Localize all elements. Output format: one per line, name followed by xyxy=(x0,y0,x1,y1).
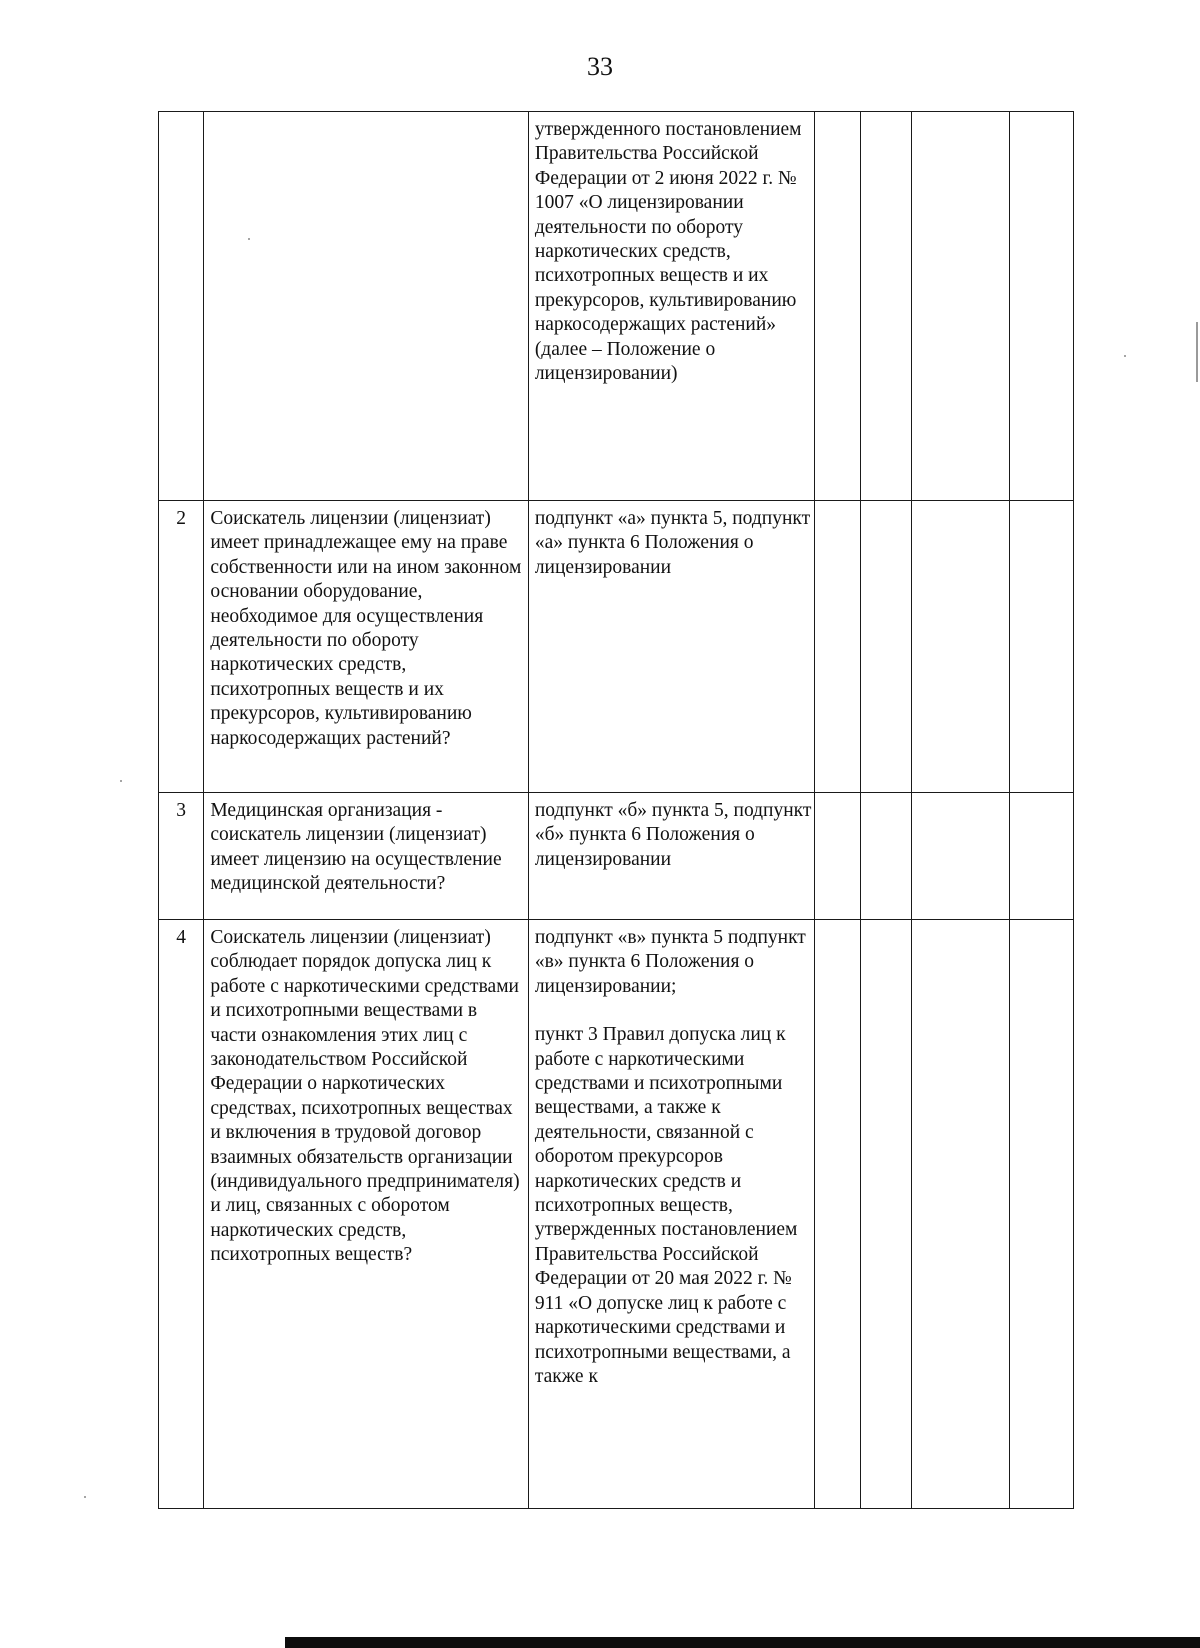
answer-cell xyxy=(861,501,911,793)
requirements-table xyxy=(158,111,1074,1509)
reference-text: подпункт «а» пункта 5, подпункт «а» пункта 6 Положения о лицензировании xyxy=(534,508,811,578)
answer-cell xyxy=(1010,793,1074,920)
table-row xyxy=(159,920,1074,1509)
answer-cell xyxy=(861,112,911,501)
page-number: 33 xyxy=(587,52,613,81)
answer-cell xyxy=(1010,920,1074,1509)
question-cell xyxy=(204,501,528,793)
table-row xyxy=(159,793,1074,920)
scan-bottom-edge xyxy=(285,1637,1200,1648)
row-number-cell xyxy=(159,112,204,501)
reference-cell xyxy=(528,112,814,501)
answer-cell xyxy=(1010,501,1074,793)
question-cell xyxy=(204,793,528,920)
table-row xyxy=(159,501,1074,793)
scan-speck xyxy=(248,238,250,240)
reference-cell xyxy=(528,501,814,793)
scan-speck xyxy=(120,780,122,782)
reference-text: подпункт «в» пункта 5 подпункт «в» пункта 6 Положения о лицензировании; xyxy=(534,927,806,997)
question-cell xyxy=(204,920,528,1509)
question-text: Соискатель лицензии (лицензиат) имеет принадлежащее ему на праве собственности или на ином законном основании оборудование, необходимое для осуществления деятельности по обороту наркотических средств, психотропных веществ и их прекурсоров, культивированию наркосодержащих растений? xyxy=(210,508,522,749)
answer-cell xyxy=(1010,112,1074,501)
row-number: 3 xyxy=(176,800,187,821)
answer-cell xyxy=(911,112,1010,501)
reference-cell xyxy=(528,920,814,1509)
answer-cell xyxy=(911,920,1010,1509)
table-row xyxy=(159,112,1074,501)
question-text: Медицинская организация - соискатель лицензии (лицензиат) имеет лицензию на осуществление медицинской деятельности? xyxy=(210,800,502,895)
question-text xyxy=(204,112,527,122)
question-text: Соискатель лицензии (лицензиат) соблюдает порядок допуска лиц к работе с наркотическими средствами и психотропными веществами в части ознакомления этих лиц с законодательством Российской Федерации о наркотических средствах, психотропных веществах и включения в трудовой договор взаимных обязательств организации (индивидуального предпринимателя) и лиц, связанных с оборотом наркотических средств, психотропных веществ? xyxy=(210,927,520,1266)
reference-text: подпункт «б» пункта 5, подпункт «б» пункта 6 Положения о лицензировании xyxy=(534,800,812,870)
row-number-cell xyxy=(159,501,204,793)
answer-cell xyxy=(861,920,911,1509)
reference-text: пункт 3 Правил допуска лиц к работе с наркотическими средствами и психотропными веществами, а также к деятельности, связанной с оборотом прекурсоров наркотических средств и психотропных веществ, утвержденных постановлением Правительства Российской Федерации от 20 мая 2022 г. № 911 «О допуске лиц к работе с наркотическими средствами и психотропными веществами, а также к xyxy=(534,1024,798,1387)
scan-speck xyxy=(1124,355,1126,357)
scan-speck xyxy=(84,1496,86,1498)
question-cell xyxy=(204,112,528,501)
reference-cell xyxy=(528,793,814,920)
reference-text: утвержденного постановлением Правительства Российской Федерации от 2 июня 2022 г. № 1007 «О лицензировании деятельности по обороту наркотических средств, психотропных веществ и их прекурсоров, культивированию наркосодержащих растений» (далее – Положение о лицензировании) xyxy=(534,119,802,385)
answer-cell xyxy=(815,920,861,1509)
row-number-cell xyxy=(159,920,204,1509)
row-number: 2 xyxy=(176,508,187,529)
answer-cell xyxy=(815,501,861,793)
answer-cell xyxy=(815,112,861,501)
answer-cell xyxy=(815,793,861,920)
row-number-cell xyxy=(159,793,204,920)
answer-cell xyxy=(861,793,911,920)
row-number: 4 xyxy=(176,927,187,948)
row-number xyxy=(159,112,203,118)
answer-cell xyxy=(911,793,1010,920)
answer-cell xyxy=(911,501,1010,793)
scan-edge-mark xyxy=(1196,322,1198,382)
